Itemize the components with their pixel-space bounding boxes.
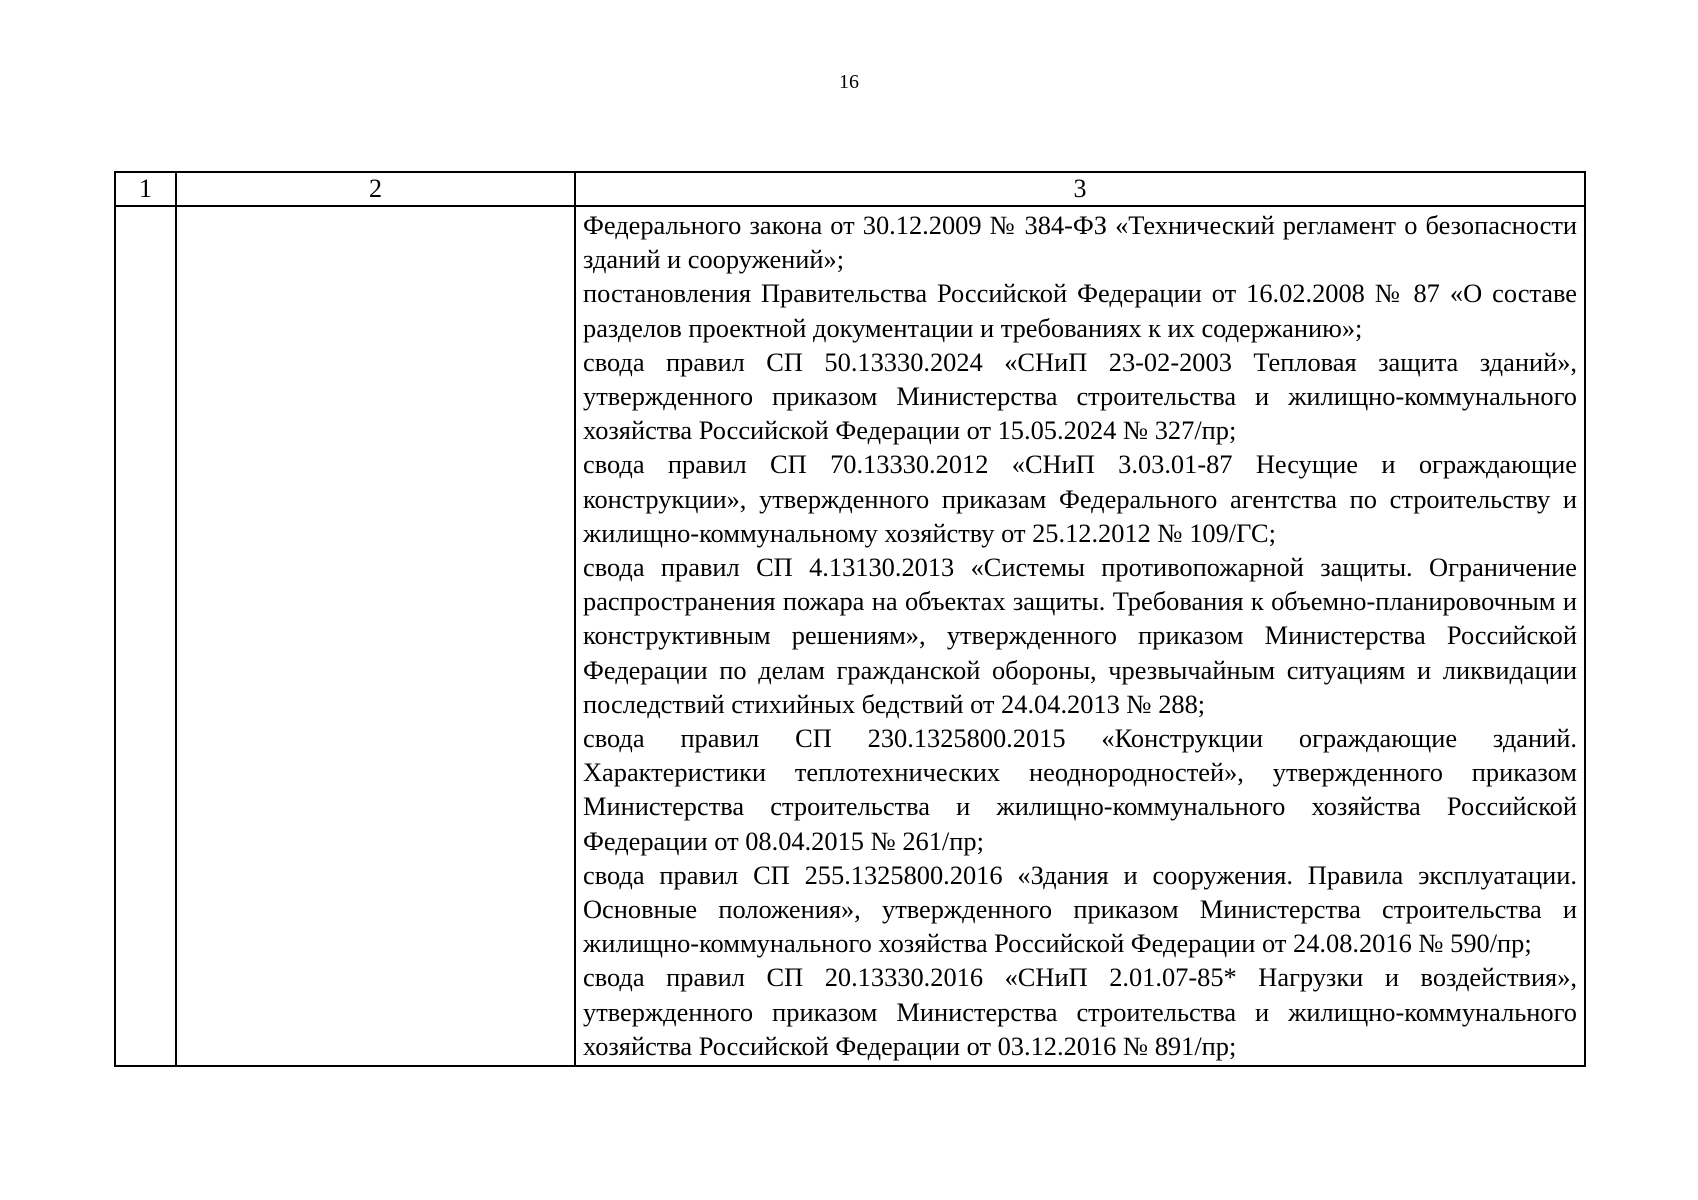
requirements-table [114, 171, 1586, 1067]
reference-paragraph: свода правил СП 255.1325800.2016 «Здания и сооружения. Правила эксплуатации. Основные положения», утвержденного приказом Министерства строительства и жилищно-коммунального хозяйства Российской Федерации от 24.08.2016 № 590/пр; [583, 859, 1577, 959]
column-header-3: 3 [575, 172, 1585, 206]
cell-col-2 [176, 206, 575, 1066]
cell-col-3 [575, 206, 1585, 1066]
cell-col-1 [115, 206, 176, 1066]
reference-paragraph: свода правил СП 20.13330.2016 «СНиП 2.01.07-85* Нагрузки и воздействия», утвержденного приказом Министерства строительства и жилищно-коммунального хозяйства Российской Федерации от 03.12.2016 № 891/пр; [583, 962, 1577, 1061]
table-header-row [115, 172, 1585, 206]
column-header-1: 1 [115, 172, 176, 206]
reference-paragraph: свода правил СП 230.1325800.2015 «Конструкции ограждающие зданий. Характеристики теплотехнических неоднородностей», утвержденного приказом Министерства строительства и жилищно-коммунального хозяйства Российской Федерации от 08.04.2015 № 261/пр; [583, 723, 1577, 856]
reference-paragraph: свода правил СП 50.13330.2024 «СНиП 23-02-2003 Тепловая защита зданий», утвержденного приказом Министерства строительства и жилищно-коммунального хозяйства Российской Федерации от 15.05.2024 № 327/пр; [583, 346, 1577, 446]
reference-paragraph: свода правил СП 70.13330.2012 «СНиП 3.03.01-87 Несущие и ограждающие конструкции», утвержденного приказам Федерального агентства по строительству и жилищно-коммунальному хозяйству от 25.12.2012 № 109/ГС; [583, 449, 1577, 548]
reference-paragraph: свода правил СП 4.13130.2013 «Системы противопожарной защиты. Ограничение распространения пожара на объектах защиты. Требования к объемно-планировочным и конструктивным решениям», утвержденного приказом Министерства Российской Федерации по делам гражданской обороны, чрезвычайным ситуациям и ликвидации последствий стихийных бедствий от 24.04.2013 № 288; [583, 552, 1577, 719]
table-row [115, 206, 1585, 1066]
reference-paragraph: постановления Правительства Российской Федерации от 16.02.2008 № 87 «О составе разделов проектной документации и требованиях к их содержанию»; [583, 278, 1577, 343]
column-header-2: 2 [176, 172, 575, 206]
reference-paragraph: Федерального закона от 30.12.2009 № 384-ФЗ «Технический регламент о безопасности зданий и сооружений»; [583, 210, 1577, 275]
page-number: 16 [839, 71, 859, 93]
